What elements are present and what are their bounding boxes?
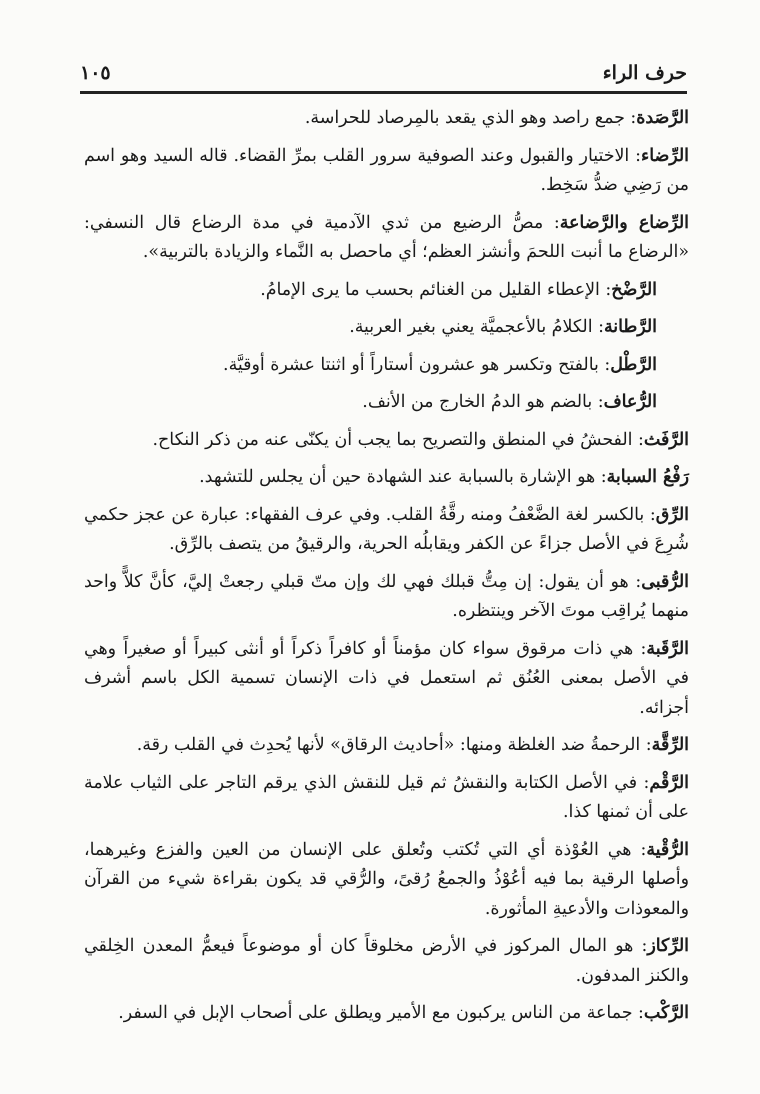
entry-definition: جمع راصد وهو الذي يقعد بالمِرصاد للحراسة. xyxy=(304,108,625,128)
entry-definition: بالكسر لغة الضَّعْفُ ومنه رقَّةُ القلب. وفي عرف الفقهاء: عبارة عن عجز حكمي شُرِعَ في الأصل جزاءً عن الكفر ويقابلُه الحرية، والرقيقُ من يتصف بالرِّق. xyxy=(84,504,689,554)
entry-definition: جماعة من الناس يركبون مع الأمير ويطلق على أصحاب الإبل في السفر. xyxy=(118,1003,633,1023)
entry-definition: في الأصل الكتابة والنقشُ ثم قيل للنقش الذي يرقم التاجر على الثياب علامة على أن ثمنها كذا. xyxy=(84,772,689,822)
running-header xyxy=(80,62,687,84)
dictionary-entry xyxy=(84,836,689,925)
entry-separator: : xyxy=(599,279,612,300)
entry-headword: الرَّكْب xyxy=(643,1003,689,1023)
entry-headword: الرِّكاز xyxy=(647,936,690,956)
entry-separator: : xyxy=(598,354,611,375)
entry-separator: : xyxy=(632,429,644,450)
entry-headword: الرُّقبى xyxy=(641,571,690,592)
dictionary-entry xyxy=(84,501,689,560)
entry-headword: الرَّقَبة xyxy=(646,638,689,659)
section-title: حرف الراء xyxy=(602,62,687,84)
entry-headword: الرَّطانة xyxy=(603,317,657,337)
entry-separator: : xyxy=(633,638,647,659)
dictionary-entry xyxy=(84,388,689,418)
entry-definition: مصُّ الرضيع من ثدي الآدمية في مدة الرضاع قال النسفي: «الرضاع ما أنبت اللحمَ وأنشز العظم؛ أي ماحصل به النَّماء والزيادة بالتربية». xyxy=(84,212,689,262)
entry-headword: الرَّفَث xyxy=(643,429,689,450)
dictionary-entry xyxy=(84,769,689,828)
dictionary-entry xyxy=(84,426,689,456)
entry-separator: : xyxy=(595,467,607,487)
entry-separator: : xyxy=(644,504,656,525)
entry-separator: : xyxy=(633,936,648,956)
entry-separator: : xyxy=(628,571,642,592)
header-rule xyxy=(80,91,687,94)
dictionary-entry xyxy=(84,104,689,134)
entry-headword: رَفْعُ السبابة xyxy=(606,467,689,487)
dictionary-entry xyxy=(84,276,689,306)
entry-headword: الرَّصَدة xyxy=(636,108,689,128)
entry-definition: بالفتح وتكسر هو عشرون أستاراً أو اثنتا عشرة أوقيَّة. xyxy=(223,354,599,375)
dictionary-entry xyxy=(84,999,689,1029)
dictionary-entry xyxy=(84,568,689,627)
entry-definition: هو الإشارة بالسبابة عند الشهادة حين أن يجلس للتشهد. xyxy=(199,467,596,487)
entry-headword: الرُّقْية xyxy=(646,839,689,860)
dictionary-entry xyxy=(84,209,689,268)
entry-definition: هي ذات مرقوق سواء كان مؤمناً أو كافراً ذكراً أو أنثى كبيراً أو صغيراً وهي في الأصل بمعنى العُنُق ثم استعمل في ذات الإنسان تسمية الكل باسم أشرف أجزائه. xyxy=(84,638,689,718)
entry-separator: : xyxy=(637,772,650,793)
entry-separator: : xyxy=(543,212,560,233)
entry-separator: : xyxy=(631,839,647,860)
entry-definition: الإعطاء القليل من الغنائم بحسب ما يرى الإمامُ. xyxy=(260,279,600,300)
entry-definition: الرحمةُ ضد الغلظة ومنها: «أحاديث الرقاق» لأنها يُحدِث في القلب رقة. xyxy=(136,735,641,755)
dictionary-entry xyxy=(84,731,689,761)
page-number: ١٠٥ xyxy=(80,62,111,84)
entry-headword: الرِّضاء xyxy=(641,145,689,166)
entry-definition: بالضم هو الدمُ الخارج من الأنف. xyxy=(362,392,593,412)
entry-headword: الرُّعاف xyxy=(603,392,657,412)
entry-definition: الكلامُ بالأعجميَّة يعني بغير العربية. xyxy=(349,317,593,337)
entry-definition: الفحشُ في المنطق والتصريح بما يجب أن يكنّى عنه من ذكر النكاح. xyxy=(152,429,633,450)
entry-definition: هو أن يقول: إن مِتُّ قبلك فهي لك وإن متّ قبلي رجعتْ إليَّ، كأنَّ كلاًّ واحد منهما يُراقِب موتَ الآخر وينتظره. xyxy=(84,571,689,621)
dictionary-entry xyxy=(84,463,689,493)
entry-headword: الرَّضْخ xyxy=(611,279,657,300)
dictionary-entry xyxy=(84,313,689,343)
entry-definition: هو المال المركوز في الأرض مخلوقاً كان أو موضوعاً فيعمُّ المعدن الخِلقي والكنز المدفون. xyxy=(84,936,689,986)
entry-headword: الرَّطْل xyxy=(610,354,657,375)
dictionary-entry xyxy=(84,351,689,381)
entry-separator: : xyxy=(632,1003,644,1023)
entries-list xyxy=(84,104,689,1037)
entry-headword: الرِّق xyxy=(655,504,689,525)
entry-definition: الاختيار والقبول وعند الصوفية سرور القلب بمرِّ القضاء. قاله السيد وهو اسم من رَضِي ضدُّ سَخِط. xyxy=(84,145,689,195)
dictionary-entry xyxy=(84,932,689,991)
dictionary-entry xyxy=(84,635,689,724)
entry-separator: : xyxy=(640,735,652,755)
entry-separator: : xyxy=(592,317,604,337)
entry-definition: هي العُوْذة أي التي تُكتب وتُعلق على الإنسان من العين والفزع وغيرهما، وأصلها الرقية بما فيه أعُوْذُ والجمعُ رُقىً، والرُّقي قد يكون بقراءة شيء من القرآن والمعوذات والأدعيةِ المأثورة. xyxy=(84,839,689,919)
dictionary-entry xyxy=(84,142,689,201)
entry-headword: الرَّقْم xyxy=(649,772,689,793)
entry-headword: الرِّقَّة xyxy=(651,735,689,755)
entry-separator: : xyxy=(592,392,604,412)
entry-separator: : xyxy=(624,108,637,128)
entry-separator: : xyxy=(629,145,642,166)
entry-headword: الرِّضاع والرَّضاعة xyxy=(559,212,689,233)
